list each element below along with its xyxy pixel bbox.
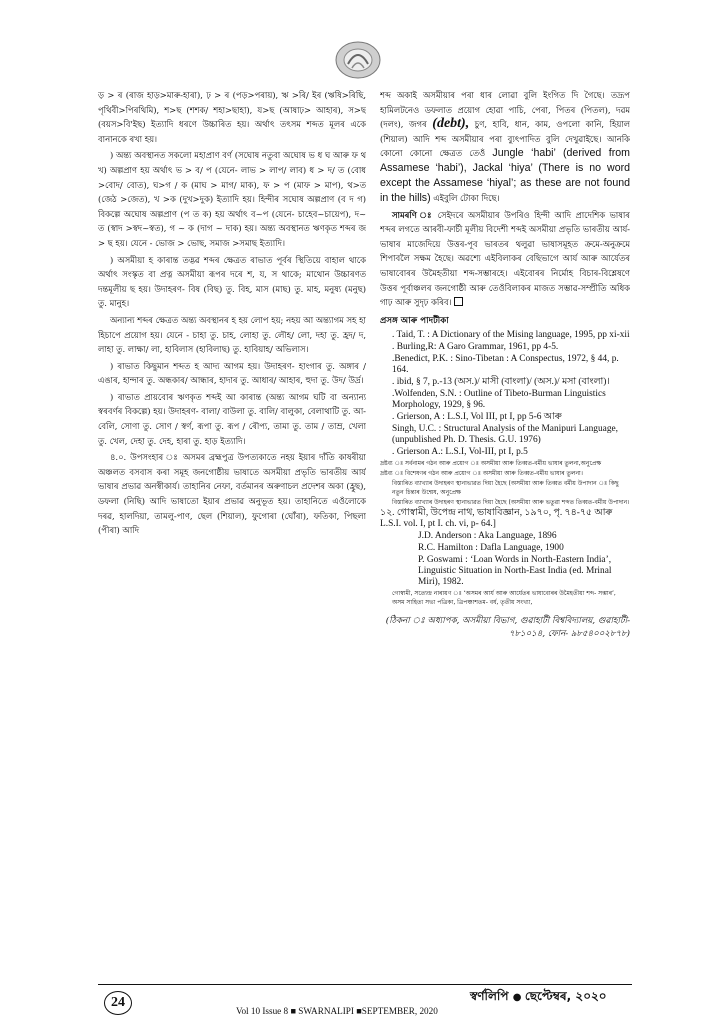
left-paragraph-4: অন্যান্য শব্দৰ ক্ষেত্ৰত অন্ত্য অবস্থানৰ হ হয় লোপ হয়; নহয় আ অন্ত্যাগম সহ হা হিচাপে প্ৰয়োগ হয়। যেনে - চাহা তু. চাহ, লোহা তু. লৌহ/ লো, দহা তু. হ্ৰদ/ দ, লাহা তু. লাক্ষা/ লা, হাবিলাস (হাবিলাছ) তু. হাবিয়াহ/ অভিলাস। bbox=[98, 314, 366, 355]
summary-label: সামৰণি ঃ bbox=[392, 209, 434, 220]
right-paragraph-1 bbox=[380, 88, 630, 206]
reference-item: ১২. গোস্বামী, উপেন্দ্ৰ নাথ, ভাষাবিজ্ঞান, ১৯৭০, পৃ. ৭৪-৭৫ আৰু L.S.I. vol. I, pt I. ch. vi, p- 64.] bbox=[380, 507, 613, 529]
summary-text: সেইদৰে অসমীয়াৰ উপৰিও হিন্দী আদি প্ৰাদেশিক ভাষাৰ শব্দৰ লগতে আৰবী-ফাৰ্চী মূলীয় বিদেশী শব্দই অসমীয়া প্ৰভৃতি ভাৰতীয় আৰ্য-ভাষাৰ মাজেদিয়ে উত্তৰ-পূব ভাৰতৰ থলুৱা ভাষাসমূহত ক্ৰমে-অনুক্ৰমে শিপাবলৈ সক্ষম হৈছে। অৱশ্যে এইবিলাকৰ বেছিভাগে আৰ্য আৰু আৰ্যেতৰ ভাষাবোৰৰ উমৈহতীয়া শব্দ-সম্ভাৰহে। এইবোৰৰ নিৰ্মোহ বিচাৰ-বিশ্লেষণে উত্তৰ পূৰ্বাঞ্চলৰ জনগোষ্ঠী আৰু তেওঁবিলাকৰ মাজত সম্ভাৱ-সম্প্ৰীতি অধিক গাঢ় আৰু সুদৃঢ় কৰিব। bbox=[380, 209, 630, 308]
left-paragraph-5: ) ৰাভাত কিছুমান শব্দত হ আদ্য আগম হয়। উদাহৰণ- হাংগাৰ তু. অঙ্গাৰ / এঙাৰ, হান্দাৰ তু. অন্ধকাৰ/ আন্ধাৰ, হাদাৰ তু. আধাৰ/ আহাৰ, হুদা তু. উদ/ উৰ্দ্ৰ। bbox=[98, 360, 366, 386]
references-list bbox=[380, 330, 630, 607]
right-paragraph-1-text-b: চুণ, হাবি, ধান, কাম, ওপলো কানি, হিয়াল (শিয়াল) আদি শব্দ অসমীয়াৰ পৰা ব্যুৎপাদিত বুলি দেখুৱাইছে। আনকি কোনো কোনো ক্ষেত্ৰত তেওঁ bbox=[380, 119, 630, 159]
footnote-text: গোস্বামী, সত্যেন্দ্ৰ নাৰায়ণ ঃ ‘অসমৰ আৰ্য আৰু আৰ্যেতৰ ভাষাবোৰৰ উমৈহতীয়া শব্দ- সম্ভাৰ’, অসম সাহিত্য সভা পত্ৰিকা, ত্ৰিপঞ্চাশতম- বৰ্ষ, তৃতীয় সংখ্যা, bbox=[392, 589, 616, 606]
left-paragraph-3: ) অসমীয়া হ কাৰান্ত তদ্ভৱ শব্দৰ ক্ষেত্ৰত ৰাভাত পূৰ্বৰ স্থিতিয়ে বাহাল থাকে অৰ্থাৎ সংস্কৃত বা প্ৰত্ন অসমীয়া ৰূপৰ দৰে শ, য, স থাকে; মাথোন উচ্চাৰণত দন্তমূলীয় ছ হয়। উদাহৰণ- বিষ (বিছ) তু. বিহ, মাস (মাছ) তু. মাহ, মনুষ্য (মনুছ) তু. মানুহ। bbox=[98, 254, 366, 309]
left-paragraph-6: ) ৰাভাত প্ৰায়বোৰ ঋণকৃত শব্দই আ কাৰান্ত (অন্ত্য আগম ঘটি বা অন্যান্য স্বৰবৰ্ণৰ বিকল্পে) হয়। উদাহৰণ- বালা/ বাউলা তু. বালি/ বালুকা, বেলাথাটি তু. আ-বেলি, সোণা তু. সোণ / স্বৰ্ণ, ৰূপা তু. ৰূপ / ৰৌপ্য, তামা তু. তাম / তাম্ৰ, খেলা তু. খেল, দেহা তু. দেহ, হাৰা তু. হাড় ইত্যাদি। bbox=[98, 391, 366, 446]
footnote-text: দ্ৰষ্টব্য ঃ সৰ্বনামৰ গঠন আৰু প্ৰয়োগ ঃ অসমীয়া আৰু তিব্বত-বৰ্মীয় ভাষাৰ তুলনা,অনুপ্ৰেক্ষ bbox=[380, 459, 602, 467]
right-column bbox=[380, 88, 630, 641]
end-mark-square bbox=[454, 297, 463, 306]
right-paragraph-1-text-a: শব্দ অকাই অসমীয়াৰ পৰা ধাৰ লোৱা বুলি ইংগিত দি গৈছে। তদ্ৰূপ হামিলটনেও ডফলাত প্ৰয়োগ হোৱা পাচি, পেৰা, পিতৰ (পিতল), দৱম (দলং), জগৰ bbox=[380, 90, 630, 130]
reference-item: Singh, U.C. : Structural Analysis of the Manipuri Language, (unpublished Ph. D. Thesis. G.U. 1976) bbox=[392, 423, 619, 445]
reference-item: . Grierson A.: L.S.I, Vol-III, pt I, p.5 bbox=[392, 446, 528, 457]
reference-item: . Taid, T. : A Dictionary of the Mising language, 1995, pp xi-xii bbox=[392, 329, 630, 340]
reference-item: . ibid, § 7, p.-13 (অস.)/ মাসী (বাংলা)/ (অস.)/ মসা (বাংলা)। bbox=[392, 376, 610, 387]
reference-item: . Burling,R: A Garo Grammar, 1961, pp 4-5. bbox=[392, 341, 559, 352]
masthead-title: স্বৰ্ণলিপি bbox=[470, 989, 509, 1003]
bullet-icon: ● bbox=[512, 992, 525, 1003]
right-paragraph-1-text-c: এইবুলি টোকা দিছে। bbox=[430, 192, 500, 203]
reference-item: R.C. Hamilton : Dafla Language, 1900 bbox=[418, 542, 564, 553]
debt-word: (debt), bbox=[432, 116, 470, 132]
reference-item: .Benedict, P.K. : Sino-Tibetan : A Conspectus, 1972, § 44, p. 164. bbox=[392, 353, 619, 375]
reference-item: P. Goswami : ‘Loan Words in North-Eastern India’, Linguistic Situation in North-East India (ed. Mrinal Miri), 1982. bbox=[418, 554, 612, 587]
journal-logo-emblem bbox=[330, 38, 386, 80]
left-paragraph-2: ) অন্ত্য অবস্থানত সকলো মহাপ্ৰাণ বৰ্ণ (সঘোষ নতুবা অঘোষ ভ ধ ঘ আৰু ফ থ খ) অল্পপ্ৰাণ হয় অৰ্থাৎ ভ > ব/ প (যেনে- লাভ > লাপ/ লাব) ধ > দ/ ত (বোধ >বোদ/ বোত), ঘ>গ / ক (মাঘ > মাগ/ মাক), ফ > প (মাফ > মাপ), থ>ত (জেঠ >জেত), খ >ক (দুখ>দুক) ইত্যাদি হয়। হিন্দীৰ সঘোষ অল্পপ্ৰাণ (ব দ গ) বিকল্পে অঘোষ অল্পপ্ৰাণ (প ত ক) হয় অৰ্থাৎ ব~প (যেনে- চাহেব~চায়েপ), দ~ ত (স্বাদ >স্বদ~স্বত), গ ~ ক (দাগ ~ দাক) হয়। অন্ত্য অবস্থানত ঋণকৃত শব্দৰ জ > ছ হয়। যেনে - ভোজ > ভোছ, সমাজ >সমাছ ইত্যাদি। bbox=[98, 150, 366, 248]
masthead-date: ছেপ্টেম্বৰ, ২০২০ bbox=[524, 989, 607, 1003]
masthead bbox=[470, 988, 607, 1008]
footnote-text: দ্ৰষ্টব্য ঃ বিশেষণৰ গঠন আৰু প্ৰয়োগ ঃ অসমীয়া আৰু তিব্বত-বৰ্মীয় ভাষাৰ তুলনা। bbox=[380, 469, 583, 477]
page-number: 24 bbox=[104, 991, 132, 1015]
reference-item: .Wolfenden, S.N. : Outline of Tibeto-Burman Linguistics Morphology, 1929, § 96. bbox=[392, 388, 606, 410]
references-title: প্ৰসঙ্গ আৰু পাদটীকা bbox=[380, 315, 449, 326]
left-column bbox=[98, 88, 366, 540]
footnote-text: বিস্তাৰিত ব্যাখ্যাৰ উদাহৰণ স্থানাভাৱত দিয়া হৈছে (অসমীয়া আৰু ভতুৱা শব্দত তিব্বত-বৰ্মীয় উপাদান। bbox=[392, 498, 630, 506]
author-address: (ঠিকনা ঃ অধ্যাপক, অসমীয়া বিভাগ, গুৱাহাটী বিশ্ববিদ্যালয়, গুৱাহাটী- ৭৮১০১৪, ফোন- ৯৮৫৪০০২৮৭৮) bbox=[385, 615, 630, 639]
footnote-text: বিস্তাৰিত ব্যাখ্যাৰ উদাহৰণ স্থানাভাৱত দিয়া হৈছে (অসমীয়া আৰু তিব্বত বৰ্মীয় উপাদান ঃ কিছু নতুন চিন্তাৰ উন্মেষ, অনুপ্ৰেক্ষ bbox=[392, 479, 619, 496]
left-paragraph-1: ড় > ৰ (ৰাজ হাড়>মাৰু-হাৰা), ঢ় > ৰ (পড়>পৰায়), ঋ >ৰি/ ইৰ (ঋষি>ৰিছি, পৃথিবী>পিৰথিমি), শ>ছ (শশক/ শহা>ছাহা), য>ছ (আষাঢ়> আহাৰ), স>ছ (বয়স>বি'ইছ) ইত্যাদি ধৰণে উচ্চাৰিত হয়। অৰ্থাৎ তৎসম শব্দত মূলৰ একে বানানকে ৰখা হয়। bbox=[98, 90, 366, 144]
english-quote: Jungle ‘habi’ (derived from Assamese ‘habi’), Jackal ‘hiya’ (There is no word except the Assamese ‘hiyal’; as these are not found in the hills) bbox=[380, 147, 630, 204]
reference-item: . Grierson, A : L.S.I, Vol III, pt I, pp 5-6 আৰু bbox=[392, 411, 562, 422]
summary-paragraph bbox=[380, 208, 630, 310]
reference-item: J.D. Anderson : Aka Language, 1896 bbox=[418, 530, 557, 541]
issue-line: Vol 10 Issue 8 ■ SWARNALIPI ■SEPTEMBER, 2020 bbox=[236, 1006, 438, 1016]
footer-rule bbox=[98, 984, 632, 985]
left-conclusion-paragraph: ৪.০. উপসংহাৰ ঃ অসমৰ ব্ৰহ্মপুত্ৰ উপত্যকাতে নহয় ইয়াৰ দাঁতি কাষৰীয়া অঞ্চলত বসবাস কৰা সমূহ জনগোষ্ঠীয় ভাষাতে অসমীয়া প্ৰভৃতি ভাৰতীয় আৰ্য ভাষাৰ প্ৰভাৱ অনস্বীকাৰ্য। তাহানিৰ নেফা, বৰ্তমানৰ অৰুণাচল প্ৰদেশৰ অকা (হ্ৰুছ), ডফলা (নিছি) আদি ভাষাতো ইয়াৰ প্ৰভাৱ অনুভূত হয়। তাহানিতে এওঁলোকে দৰৱ, হালদিয়া, তামলু-পাণ, ছেল (শিয়াল), ফুগোৰা (ঘোঁৰা), ফতিকা, পিছলা (পীৰা) আদি bbox=[98, 452, 366, 536]
